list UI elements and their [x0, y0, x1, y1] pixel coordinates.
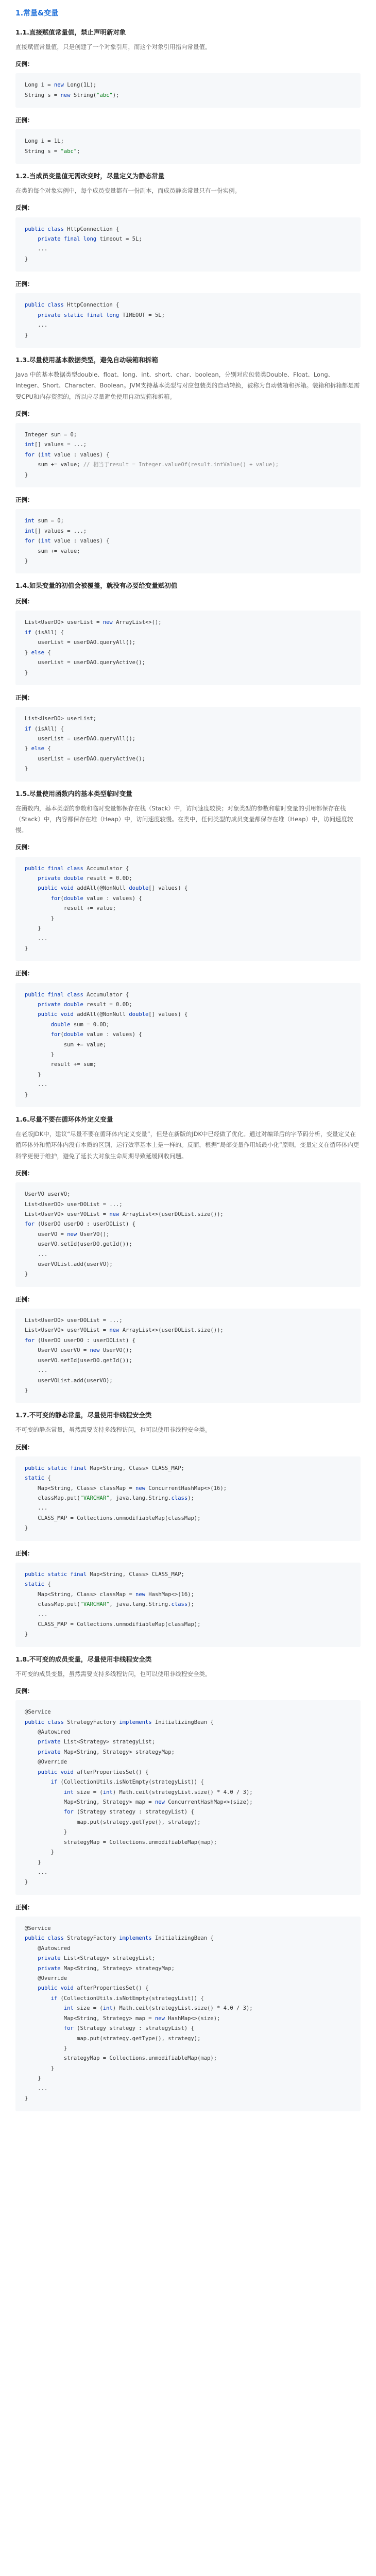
counter-example-code	[15, 1182, 361, 1287]
counter-example-label: 反例：	[15, 204, 33, 212]
code-line: }	[25, 2045, 67, 2052]
code-line: }	[25, 1849, 54, 1856]
section-title: 1.6.尽量不要在循环体外定义变量	[15, 1115, 113, 1124]
counter-example-label: 反例：	[15, 1687, 33, 1695]
example-label: 正例：	[15, 970, 33, 977]
code-line: static {	[25, 1581, 51, 1588]
section-title: 1.1.直接赋值常量值，禁止声明新对象	[15, 28, 126, 36]
counter-example-label: 反例：	[15, 410, 33, 417]
code-line: CLASS_MAP = Collections.unmodifiableMap(classMap);	[38, 1515, 201, 1521]
code-line: List<UserDO> userList = new ArrayList<>();	[25, 619, 162, 626]
code-line: int[] values = ...;	[25, 442, 87, 448]
code-line: public class StrategyFactory implements InitializingBean {	[25, 1719, 214, 1725]
code-line: private List<Strategy> strategyList;	[38, 1739, 155, 1745]
example-label: 正例：	[15, 694, 33, 702]
example-label: 正例：	[15, 1903, 33, 1911]
code-line: int[] values = ...;	[25, 528, 87, 534]
example-code	[15, 707, 361, 782]
code-line: }	[25, 1071, 41, 1078]
counter-example-code	[15, 217, 361, 272]
code-line: classMap.put("VARCHAR", java.lang.String.class);	[38, 1495, 194, 1502]
code-line: strategyMap = Collections.unmodifiableMap(map);	[63, 2055, 217, 2062]
code-line: private List<Strategy> strategyList;	[38, 1955, 155, 1962]
code-line: userList = userDAO.queryActive();	[38, 755, 145, 762]
code-line: sum += value; // 相当于result = Integer.valueOf(result.intValue() + value);	[38, 462, 279, 468]
code-line: ...	[25, 1505, 48, 1512]
section-description: Java 中的基本数据类型double、float、long、int、short、char、boolean，分别对应包装类Double、Float、Long、Integer、Short、Character、Boolean。JVM支持基本类型与对应包装类的自动转换，被称为自动装箱和拆箱。装箱和拆箱都是需要CPU和内存资源的，所以应尽量避免使用自动装箱和拆箱。	[15, 371, 360, 400]
code-line: private final long timeout = 5L;	[38, 236, 142, 243]
code-line: private Map<String, Strategy> strategyMap;	[38, 1749, 175, 1755]
example-label: 正例：	[15, 1549, 33, 1557]
code-line: userVO.setId(userDO.getId());	[38, 1357, 132, 1364]
code-line: }	[25, 669, 28, 676]
example-code	[15, 129, 361, 164]
counter-example-code	[15, 73, 361, 108]
code-line: UserVO userVO;	[25, 1191, 71, 1198]
code-line: }	[25, 766, 28, 772]
counter-example-code	[15, 1700, 361, 1895]
section-6	[15, 1114, 361, 1403]
page-title: 1.常量&变量	[15, 9, 59, 18]
code-line: }	[25, 1859, 41, 1866]
section-4	[15, 581, 361, 781]
code-line: userVO.setId(userDO.getId());	[38, 1241, 132, 1248]
code-line: List<UserDO> userDOList = ...;	[25, 1317, 123, 1324]
code-line: }	[25, 2065, 54, 2072]
code-line: CLASS_MAP = Collections.unmodifiableMap(classMap);	[38, 1621, 201, 1628]
code-line: userList = userDAO.queryAll();	[38, 639, 135, 646]
code-line: if (CollectionUtils.isNotEmpty(strategyList)) {	[50, 1779, 204, 1786]
code-line: } else {	[25, 745, 51, 752]
section-title: 1.2.当成员变量值无需改变时，尽量定义为静态常量	[15, 172, 165, 180]
code-line: }	[25, 557, 28, 564]
section-description: 在类的每个对象实例中，每个成员变量都有一份副本，而成员静态常量只有一份实例。	[15, 187, 241, 195]
code-line: @Override	[38, 1759, 67, 1766]
code-line: if (isAll) {	[25, 629, 64, 636]
example-label: 正例：	[15, 280, 33, 288]
code-line: }	[25, 2075, 41, 2082]
code-line: String s = new String("abc");	[25, 92, 119, 98]
example-label: 正例：	[15, 496, 33, 504]
counter-example-code	[15, 423, 361, 487]
section-8	[15, 1654, 361, 2111]
section-description: 在函数内，基本类型的参数和临时变量都保存在栈（Stack）中，访问速度较快；对象类型的参数和临时变量的引用都保存在栈（Stack）中，内容都保存在堆（Heap）中，访问速度较慢。在类中，任何类型的成员变量都保存在堆（Heap）中，访问速度较慢。	[15, 804, 353, 834]
code-line: List<UserVO> userVOList = new ArrayList<>(userDOList.size());	[25, 1211, 224, 1217]
code-line: } else {	[25, 649, 51, 656]
code-line: result += value;	[63, 905, 116, 912]
code-line: userVOList.add(userVO);	[38, 1377, 113, 1384]
code-line: userVO = new UserVO();	[38, 1231, 110, 1238]
example-code	[15, 1309, 361, 1403]
code-line: result += sum;	[50, 1061, 97, 1068]
code-line: map.put(strategy.getType(), strategy);	[77, 2035, 201, 2042]
code-line: @Override	[38, 1975, 67, 1982]
code-line: ...	[25, 1367, 48, 1374]
counter-example-code	[15, 1456, 361, 1541]
section-description: 不可变的成员变量，虽然需要支持多线程访问，也可以使用非线程安全类。	[15, 1670, 211, 1677]
code-line: List<UserVO> userVOList = new ArrayList<>(userDOList.size());	[25, 1327, 224, 1334]
example-label: 正例：	[15, 1295, 33, 1303]
counter-example-code	[15, 857, 361, 961]
code-line: ...	[25, 2085, 48, 2092]
code-line: for(double value : values) {	[50, 1031, 142, 1038]
code-line: public void afterPropertiesSet() {	[38, 1769, 149, 1775]
code-line: }	[25, 1387, 28, 1394]
code-line: public void addAll(@NonNull double[] values) {	[38, 885, 188, 892]
code-line: public class StrategyFactory implements InitializingBean {	[25, 1935, 214, 1942]
code-line: Map<String, Strategy> map = new HashMap<>(size);	[63, 2015, 220, 2022]
code-line: }	[25, 471, 28, 478]
code-line: @Service	[25, 1709, 51, 1716]
code-line: private double result = 0.0D;	[38, 875, 132, 882]
section-2	[15, 171, 361, 348]
code-line: Long i = new Long(1L);	[25, 82, 97, 89]
code-line: for(double value : values) {	[50, 895, 142, 902]
section-title: 1.8.不可变的成员变量，尽量使用非线程安全类	[15, 1655, 152, 1663]
example-code	[15, 293, 361, 348]
code-line: ...	[25, 935, 48, 942]
code-line: private double result = 0.0D;	[38, 1001, 132, 1008]
code-line: }	[25, 945, 28, 952]
code-line: public class HttpConnection {	[25, 226, 119, 232]
code-line: Integer sum = 0;	[25, 432, 77, 438]
code-line: Map<String, Class> classMap = new HashMap<>(16);	[38, 1591, 194, 1598]
code-line: Map<String, Strategy> map = new ConcurrentHashMap<>(size);	[63, 1799, 253, 1805]
code-line: for (UserDO userDO : userDOList) {	[25, 1221, 135, 1228]
counter-example-label: 反例：	[15, 1443, 33, 1451]
section-1	[15, 27, 361, 164]
code-line: ...	[25, 1611, 48, 1618]
code-line: }	[25, 1631, 28, 1638]
code-line: public static final Map<String, Class> CLASS_MAP;	[25, 1465, 184, 1471]
code-line: }	[25, 2095, 28, 2102]
code-line: }	[25, 332, 28, 338]
code-line: sum += value;	[63, 1041, 107, 1048]
section-title: 1.4.如果变量的初值会被覆盖，就没有必要给变量赋初值	[15, 582, 178, 590]
code-line: if (CollectionUtils.isNotEmpty(strategyList)) {	[50, 1995, 204, 2002]
code-line: int size = (int) Math.ceil(strategyList.size() * 4.0 / 3);	[63, 1789, 253, 1795]
code-line: static {	[25, 1475, 51, 1482]
code-line: sum += value;	[38, 548, 80, 554]
code-line: int sum = 0;	[25, 518, 64, 524]
code-line: UserVO userVO = new UserVO();	[38, 1347, 132, 1354]
code-line: }	[25, 1052, 54, 1058]
code-line: public class HttpConnection {	[25, 302, 119, 309]
counter-example-label: 反例：	[15, 598, 33, 605]
code-line: Map<String, Class> classMap = new ConcurrentHashMap<>(16);	[38, 1485, 227, 1492]
code-line: userVOList.add(userVO);	[38, 1261, 113, 1268]
code-line: for (int value : values) {	[25, 538, 110, 545]
section-title: 1.7.不可变的静态常量，尽量使用非线程安全类	[15, 1411, 152, 1419]
code-line: userList = userDAO.queryActive();	[38, 659, 145, 666]
counter-example-label: 反例：	[15, 1169, 33, 1177]
code-line: }	[25, 915, 54, 922]
example-code	[15, 983, 361, 1108]
code-line: public void afterPropertiesSet() {	[38, 1985, 149, 1992]
code-line: int size = (int) Math.ceil(strategyList.size() * 4.0 / 3);	[63, 2005, 253, 2012]
sections-container	[15, 27, 361, 2111]
code-line: double sum = 0.0D;	[50, 1021, 110, 1028]
code-line: classMap.put("VARCHAR", java.lang.String.class);	[38, 1601, 194, 1608]
code-line: for (Strategy strategy : strategyList) {	[63, 2025, 194, 2032]
section-description: 在老版JDK中，建议“尽量不要在循环体内定义变量”，但是在新版的JDK中已经做了优化。通过对编译后的字节码分析，变量定义在循环体外和循环体内没有本质的区别，运行效率基本上是一样的。反而，根据“局部变量作用域最小化”原则，变量定义在循环体内更科学更便于维护，避免了延长大对象生命周期导致延缓回收问题。	[15, 1130, 360, 1160]
section-description: 不可变的静态常量，虽然需要支持多线程访问，也可以使用非线程安全类。	[15, 1426, 211, 1434]
code-line: ...	[25, 322, 48, 329]
code-line: ...	[25, 1869, 48, 1875]
section-7	[15, 1410, 361, 1647]
section-description: 直接赋值常量值，只是创建了一个对象引用，而这个对象引用指向常量值。	[15, 43, 211, 50]
counter-example-code	[15, 611, 361, 685]
code-line: String s = "abc";	[25, 148, 80, 155]
code-line: if (isAll) {	[25, 725, 64, 732]
code-line: strategyMap = Collections.unmodifiableMap(map);	[63, 1839, 217, 1845]
code-line: for (int value : values) {	[25, 451, 110, 458]
code-line: }	[25, 1829, 67, 1836]
code-line: @Autowired	[38, 1729, 71, 1736]
code-line: public void addAll(@NonNull double[] values) {	[38, 1011, 188, 1018]
code-line: }	[25, 925, 41, 932]
code-line: private static final long TIMEOUT = 5L;	[38, 312, 165, 318]
code-line: }	[25, 1879, 28, 1886]
code-line: public final class Accumulator {	[25, 865, 129, 872]
section-title: 1.5.尽量使用函数内的基本类型临时变量	[15, 789, 132, 798]
code-line: List<UserDO> userDOList = ...;	[25, 1201, 123, 1208]
code-line: }	[25, 1271, 28, 1278]
code-line: }	[25, 1091, 28, 1098]
section-title: 1.3.尽量使用基本数据类型，避免自动装箱和拆箱	[15, 356, 158, 364]
example-code	[15, 509, 361, 573]
code-line: @Autowired	[38, 1945, 71, 1952]
code-line: ...	[25, 246, 48, 252]
code-line: Long i = 1L;	[25, 138, 64, 145]
code-line: public final class Accumulator {	[25, 991, 129, 998]
example-code	[15, 1563, 361, 1647]
code-line: map.put(strategy.getType(), strategy);	[77, 1819, 201, 1825]
code-line: ...	[25, 1251, 48, 1258]
code-line: ...	[25, 1081, 48, 1088]
example-label: 正例：	[15, 116, 33, 124]
code-line: for (UserDO userDO : userDOList) {	[25, 1337, 135, 1344]
section-5	[15, 789, 361, 1107]
code-line: private Map<String, Strategy> strategyMap;	[38, 1965, 175, 1972]
code-line: }	[25, 1525, 28, 1532]
code-line: userList = userDAO.queryAll();	[38, 735, 135, 742]
section-3	[15, 355, 361, 573]
counter-example-label: 反例：	[15, 843, 33, 851]
code-line: public static final Map<String, Class> CLASS_MAP;	[25, 1571, 184, 1578]
code-line: @Service	[25, 1925, 51, 1931]
code-line: for (Strategy strategy : strategyList) {	[63, 1809, 194, 1816]
code-line: }	[25, 256, 28, 262]
code-line: List<UserDO> userList;	[25, 716, 97, 722]
counter-example-label: 反例：	[15, 60, 33, 68]
example-code	[15, 1917, 361, 2111]
